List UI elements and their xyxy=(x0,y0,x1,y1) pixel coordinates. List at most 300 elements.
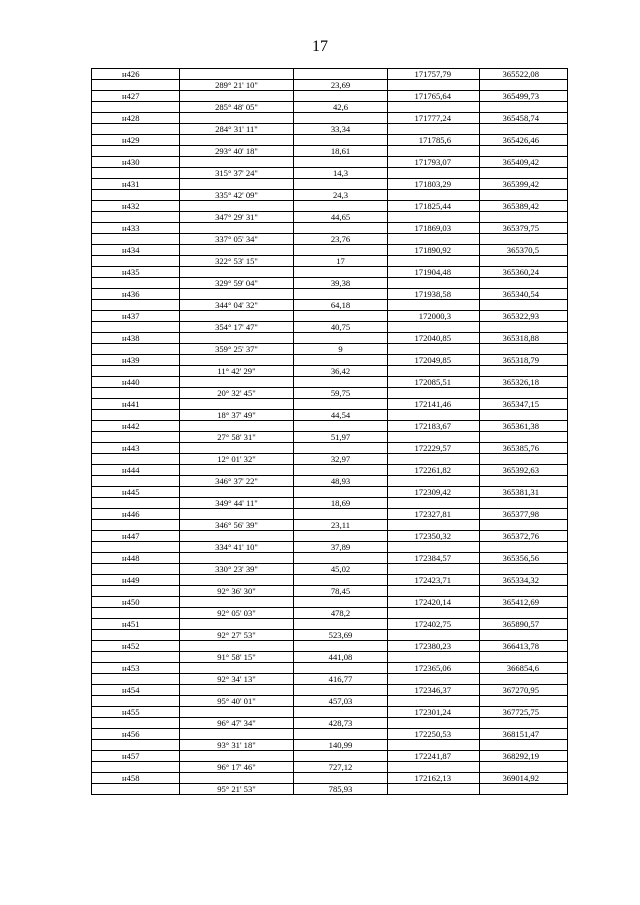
coordinates-table-body xyxy=(92,69,568,795)
y-coordinate-cell xyxy=(480,432,568,443)
direction-angle-cell xyxy=(180,69,294,80)
y-coordinate-cell: 365370,5 xyxy=(480,245,568,256)
point-row xyxy=(92,333,568,344)
point-label-cell: н448 xyxy=(92,553,180,564)
x-coordinate-cell xyxy=(388,212,480,223)
distance-cell: 18,61 xyxy=(294,146,388,157)
segment-row xyxy=(92,366,568,377)
direction-angle-cell xyxy=(180,575,294,586)
point-label-cell: н434 xyxy=(92,245,180,256)
direction-angle-cell xyxy=(180,509,294,520)
segment-row xyxy=(92,278,568,289)
point-label-cell: н452 xyxy=(92,641,180,652)
segment-row xyxy=(92,784,568,795)
segment-row xyxy=(92,212,568,223)
distance-cell: 44,65 xyxy=(294,212,388,223)
point-label-cell xyxy=(92,102,180,113)
distance-cell: 32,97 xyxy=(294,454,388,465)
direction-angle-cell: 92° 27' 53" xyxy=(180,630,294,641)
point-label-cell xyxy=(92,168,180,179)
x-coordinate-cell xyxy=(388,322,480,333)
y-coordinate-cell: 365426,46 xyxy=(480,135,568,146)
segment-row xyxy=(92,388,568,399)
distance-cell: 45,02 xyxy=(294,564,388,575)
y-coordinate-cell: 365318,88 xyxy=(480,333,568,344)
point-label-cell xyxy=(92,762,180,773)
distance-cell xyxy=(294,465,388,476)
point-label-cell xyxy=(92,586,180,597)
x-coordinate-cell: 171777,24 xyxy=(388,113,480,124)
direction-angle-cell xyxy=(180,179,294,190)
point-label-cell: н427 xyxy=(92,91,180,102)
direction-angle-cell: 347° 29' 31" xyxy=(180,212,294,223)
segment-row xyxy=(92,410,568,421)
segment-row xyxy=(92,454,568,465)
y-coordinate-cell xyxy=(480,168,568,179)
y-coordinate-cell xyxy=(480,212,568,223)
direction-angle-cell: 329° 59' 04" xyxy=(180,278,294,289)
direction-angle-cell: 95° 21' 53" xyxy=(180,784,294,795)
point-label-cell: н432 xyxy=(92,201,180,212)
direction-angle-cell: 284° 31' 11" xyxy=(180,124,294,135)
direction-angle-cell xyxy=(180,685,294,696)
x-coordinate-cell xyxy=(388,740,480,751)
x-coordinate-cell xyxy=(388,300,480,311)
direction-angle-cell xyxy=(180,487,294,498)
point-row xyxy=(92,223,568,234)
point-label-cell: н436 xyxy=(92,289,180,300)
y-coordinate-cell: 365326,18 xyxy=(480,377,568,388)
segment-row xyxy=(92,564,568,575)
y-coordinate-cell: 365890,57 xyxy=(480,619,568,630)
point-label-cell: н449 xyxy=(92,575,180,586)
distance-cell xyxy=(294,201,388,212)
x-coordinate-cell: 172241,87 xyxy=(388,751,480,762)
direction-angle-cell xyxy=(180,355,294,366)
page-number: 17 xyxy=(312,38,328,55)
y-coordinate-cell: 365409,42 xyxy=(480,157,568,168)
segment-row xyxy=(92,674,568,685)
point-row xyxy=(92,685,568,696)
direction-angle-cell xyxy=(180,377,294,388)
point-label-cell xyxy=(92,300,180,311)
direction-angle-cell xyxy=(180,553,294,564)
segment-row xyxy=(92,652,568,663)
x-coordinate-cell xyxy=(388,234,480,245)
point-label-cell: н457 xyxy=(92,751,180,762)
distance-cell: 39,38 xyxy=(294,278,388,289)
point-row xyxy=(92,575,568,586)
distance-cell xyxy=(294,267,388,278)
distance-cell xyxy=(294,377,388,388)
direction-angle-cell: 322° 53' 15" xyxy=(180,256,294,267)
x-coordinate-cell xyxy=(388,168,480,179)
y-coordinate-cell xyxy=(480,740,568,751)
y-coordinate-cell: 366854,6 xyxy=(480,663,568,674)
distance-cell: 44,54 xyxy=(294,410,388,421)
y-coordinate-cell: 365385,76 xyxy=(480,443,568,454)
y-coordinate-cell xyxy=(480,256,568,267)
direction-angle-cell: 20° 32' 45" xyxy=(180,388,294,399)
x-coordinate-cell: 171765,64 xyxy=(388,91,480,102)
point-label-cell: н429 xyxy=(92,135,180,146)
segment-row xyxy=(92,234,568,245)
segment-row xyxy=(92,256,568,267)
y-coordinate-cell xyxy=(480,234,568,245)
segment-row xyxy=(92,762,568,773)
point-row xyxy=(92,421,568,432)
distance-cell xyxy=(294,751,388,762)
segment-row xyxy=(92,80,568,91)
distance-cell xyxy=(294,553,388,564)
distance-cell: 23,11 xyxy=(294,520,388,531)
y-coordinate-cell xyxy=(480,520,568,531)
point-label-cell: н441 xyxy=(92,399,180,410)
distance-cell: 441,08 xyxy=(294,652,388,663)
x-coordinate-cell: 171757,79 xyxy=(388,69,480,80)
y-coordinate-cell xyxy=(480,102,568,113)
point-label-cell xyxy=(92,388,180,399)
x-coordinate-cell: 172229,57 xyxy=(388,443,480,454)
point-label-cell: н430 xyxy=(92,157,180,168)
distance-cell: 14,3 xyxy=(294,168,388,179)
direction-angle-cell xyxy=(180,707,294,718)
point-label-cell: н454 xyxy=(92,685,180,696)
point-row xyxy=(92,399,568,410)
x-coordinate-cell xyxy=(388,784,480,795)
point-row xyxy=(92,465,568,476)
point-row xyxy=(92,663,568,674)
distance-cell xyxy=(294,289,388,300)
x-coordinate-cell xyxy=(388,630,480,641)
point-row xyxy=(92,267,568,278)
segment-row xyxy=(92,344,568,355)
point-row xyxy=(92,619,568,630)
distance-cell: 9 xyxy=(294,344,388,355)
direction-angle-cell: 344° 04' 32" xyxy=(180,300,294,311)
distance-cell: 457,03 xyxy=(294,696,388,707)
direction-angle-cell xyxy=(180,113,294,124)
direction-angle-cell: 285° 48' 05" xyxy=(180,102,294,113)
direction-angle-cell xyxy=(180,157,294,168)
y-coordinate-cell xyxy=(480,366,568,377)
direction-angle-cell xyxy=(180,311,294,322)
point-label-cell xyxy=(92,322,180,333)
point-row xyxy=(92,113,568,124)
x-coordinate-cell xyxy=(388,344,480,355)
x-coordinate-cell: 172261,82 xyxy=(388,465,480,476)
y-coordinate-cell: 365372,76 xyxy=(480,531,568,542)
x-coordinate-cell xyxy=(388,102,480,113)
point-label-cell: н458 xyxy=(92,773,180,784)
distance-cell: 51,97 xyxy=(294,432,388,443)
y-coordinate-cell: 366413,78 xyxy=(480,641,568,652)
x-coordinate-cell xyxy=(388,124,480,135)
point-label-cell xyxy=(92,498,180,509)
x-coordinate-cell: 172350,32 xyxy=(388,531,480,542)
y-coordinate-cell: 365318,79 xyxy=(480,355,568,366)
segment-row xyxy=(92,476,568,487)
point-label-cell xyxy=(92,476,180,487)
x-coordinate-cell xyxy=(388,608,480,619)
direction-angle-cell: 92° 34' 13" xyxy=(180,674,294,685)
x-coordinate-cell: 172085,51 xyxy=(388,377,480,388)
x-coordinate-cell xyxy=(388,674,480,685)
direction-angle-cell: 346° 56' 39" xyxy=(180,520,294,531)
point-label-cell: н442 xyxy=(92,421,180,432)
direction-angle-cell: 354° 17' 47" xyxy=(180,322,294,333)
point-label-cell: н450 xyxy=(92,597,180,608)
direction-angle-cell: 11° 42' 29" xyxy=(180,366,294,377)
point-row xyxy=(92,135,568,146)
point-label-cell: н445 xyxy=(92,487,180,498)
point-label-cell xyxy=(92,410,180,421)
x-coordinate-cell xyxy=(388,80,480,91)
direction-angle-cell: 91° 58' 15" xyxy=(180,652,294,663)
distance-cell xyxy=(294,443,388,454)
x-coordinate-cell xyxy=(388,520,480,531)
direction-angle-cell: 346° 37' 22" xyxy=(180,476,294,487)
distance-cell: 416,77 xyxy=(294,674,388,685)
distance-cell xyxy=(294,619,388,630)
point-label-cell: н447 xyxy=(92,531,180,542)
distance-cell: 33,34 xyxy=(294,124,388,135)
y-coordinate-cell xyxy=(480,300,568,311)
y-coordinate-cell: 365340,54 xyxy=(480,289,568,300)
direction-angle-cell: 293° 40' 18" xyxy=(180,146,294,157)
distance-cell: 78,45 xyxy=(294,586,388,597)
y-coordinate-cell: 365377,98 xyxy=(480,509,568,520)
distance-cell: 17 xyxy=(294,256,388,267)
y-coordinate-cell xyxy=(480,322,568,333)
x-coordinate-cell: 172327,81 xyxy=(388,509,480,520)
direction-angle-cell xyxy=(180,135,294,146)
x-coordinate-cell xyxy=(388,366,480,377)
distance-cell: 140,99 xyxy=(294,740,388,751)
segment-row xyxy=(92,608,568,619)
y-coordinate-cell xyxy=(480,388,568,399)
y-coordinate-cell: 365399,42 xyxy=(480,179,568,190)
y-coordinate-cell: 365361,38 xyxy=(480,421,568,432)
point-label-cell: н437 xyxy=(92,311,180,322)
distance-cell xyxy=(294,509,388,520)
point-row xyxy=(92,509,568,520)
x-coordinate-cell xyxy=(388,718,480,729)
point-row xyxy=(92,751,568,762)
point-label-cell: н443 xyxy=(92,443,180,454)
x-coordinate-cell xyxy=(388,432,480,443)
point-label-cell: н435 xyxy=(92,267,180,278)
distance-cell xyxy=(294,707,388,718)
direction-angle-cell xyxy=(180,245,294,256)
point-row xyxy=(92,179,568,190)
point-row xyxy=(92,201,568,212)
y-coordinate-cell: 367725,75 xyxy=(480,707,568,718)
point-label-cell xyxy=(92,652,180,663)
x-coordinate-cell xyxy=(388,454,480,465)
point-row xyxy=(92,553,568,564)
point-label-cell xyxy=(92,630,180,641)
y-coordinate-cell: 365322,93 xyxy=(480,311,568,322)
y-coordinate-cell xyxy=(480,542,568,553)
distance-cell xyxy=(294,113,388,124)
segment-row xyxy=(92,740,568,751)
distance-cell: 523,69 xyxy=(294,630,388,641)
direction-angle-cell: 18° 37' 49" xyxy=(180,410,294,421)
point-label-cell xyxy=(92,520,180,531)
point-label-cell: н444 xyxy=(92,465,180,476)
segment-row xyxy=(92,190,568,201)
point-label-cell xyxy=(92,234,180,245)
x-coordinate-cell: 172380,23 xyxy=(388,641,480,652)
x-coordinate-cell: 172250,53 xyxy=(388,729,480,740)
distance-cell xyxy=(294,575,388,586)
y-coordinate-cell xyxy=(480,718,568,729)
direction-angle-cell: 12° 01' 32" xyxy=(180,454,294,465)
point-row xyxy=(92,773,568,784)
y-coordinate-cell: 369014,92 xyxy=(480,773,568,784)
x-coordinate-cell: 172423,71 xyxy=(388,575,480,586)
distance-cell xyxy=(294,773,388,784)
direction-angle-cell xyxy=(180,267,294,278)
point-label-cell: н456 xyxy=(92,729,180,740)
segment-row xyxy=(92,168,568,179)
direction-angle-cell: 349° 44' 11" xyxy=(180,498,294,509)
distance-cell: 59,75 xyxy=(294,388,388,399)
direction-angle-cell: 95° 40' 01" xyxy=(180,696,294,707)
distance-cell xyxy=(294,245,388,256)
segment-row xyxy=(92,630,568,641)
x-coordinate-cell: 172040,85 xyxy=(388,333,480,344)
y-coordinate-cell: 368292,19 xyxy=(480,751,568,762)
distance-cell xyxy=(294,69,388,80)
direction-angle-cell xyxy=(180,91,294,102)
point-label-cell xyxy=(92,344,180,355)
direction-angle-cell: 96° 47' 34" xyxy=(180,718,294,729)
y-coordinate-cell xyxy=(480,674,568,685)
direction-angle-cell xyxy=(180,773,294,784)
x-coordinate-cell xyxy=(388,278,480,289)
point-row xyxy=(92,641,568,652)
y-coordinate-cell xyxy=(480,564,568,575)
direction-angle-cell xyxy=(180,531,294,542)
segment-row xyxy=(92,432,568,443)
point-label-cell: н451 xyxy=(92,619,180,630)
direction-angle-cell: 335° 42' 09" xyxy=(180,190,294,201)
x-coordinate-cell xyxy=(388,388,480,399)
point-label-cell: н438 xyxy=(92,333,180,344)
y-coordinate-cell xyxy=(480,696,568,707)
direction-angle-cell: 334° 41' 10" xyxy=(180,542,294,553)
point-label-cell xyxy=(92,608,180,619)
y-coordinate-cell xyxy=(480,476,568,487)
distance-cell xyxy=(294,157,388,168)
y-coordinate-cell: 365356,56 xyxy=(480,553,568,564)
x-coordinate-cell: 171890,92 xyxy=(388,245,480,256)
x-coordinate-cell xyxy=(388,190,480,201)
distance-cell: 478,2 xyxy=(294,608,388,619)
segment-row xyxy=(92,696,568,707)
direction-angle-cell xyxy=(180,399,294,410)
x-coordinate-cell: 172309,42 xyxy=(388,487,480,498)
x-coordinate-cell xyxy=(388,476,480,487)
distance-cell: 428,73 xyxy=(294,718,388,729)
point-row xyxy=(92,531,568,542)
y-coordinate-cell: 365522,08 xyxy=(480,69,568,80)
segment-row xyxy=(92,102,568,113)
direction-angle-cell xyxy=(180,597,294,608)
distance-cell: 24,3 xyxy=(294,190,388,201)
distance-cell xyxy=(294,685,388,696)
distance-cell: 23,76 xyxy=(294,234,388,245)
direction-angle-cell: 27° 58' 31" xyxy=(180,432,294,443)
point-label-cell: н428 xyxy=(92,113,180,124)
distance-cell xyxy=(294,179,388,190)
direction-angle-cell: 315° 37' 24" xyxy=(180,168,294,179)
point-row xyxy=(92,443,568,454)
x-coordinate-cell: 171803,29 xyxy=(388,179,480,190)
x-coordinate-cell: 171785,6 xyxy=(388,135,480,146)
y-coordinate-cell: 365334,32 xyxy=(480,575,568,586)
distance-cell: 727,12 xyxy=(294,762,388,773)
y-coordinate-cell: 367270,95 xyxy=(480,685,568,696)
y-coordinate-cell xyxy=(480,784,568,795)
y-coordinate-cell xyxy=(480,278,568,289)
x-coordinate-cell: 172183,67 xyxy=(388,421,480,432)
distance-cell xyxy=(294,597,388,608)
x-coordinate-cell: 172000,3 xyxy=(388,311,480,322)
point-row xyxy=(92,707,568,718)
x-coordinate-cell: 171938,58 xyxy=(388,289,480,300)
segment-row xyxy=(92,718,568,729)
x-coordinate-cell xyxy=(388,586,480,597)
distance-cell xyxy=(294,421,388,432)
point-label-cell: н426 xyxy=(92,69,180,80)
distance-cell xyxy=(294,223,388,234)
distance-cell: 42,6 xyxy=(294,102,388,113)
x-coordinate-cell: 172365,06 xyxy=(388,663,480,674)
point-row xyxy=(92,377,568,388)
y-coordinate-cell xyxy=(480,410,568,421)
x-coordinate-cell: 171793,07 xyxy=(388,157,480,168)
distance-cell xyxy=(294,729,388,740)
y-coordinate-cell xyxy=(480,652,568,663)
direction-angle-cell xyxy=(180,223,294,234)
distance-cell xyxy=(294,135,388,146)
direction-angle-cell: 330° 23' 39" xyxy=(180,564,294,575)
y-coordinate-cell: 368151,47 xyxy=(480,729,568,740)
x-coordinate-cell: 172402,75 xyxy=(388,619,480,630)
y-coordinate-cell: 365389,42 xyxy=(480,201,568,212)
segment-row xyxy=(92,586,568,597)
point-label-cell xyxy=(92,432,180,443)
segment-row xyxy=(92,542,568,553)
y-coordinate-cell: 365360,24 xyxy=(480,267,568,278)
distance-cell: 40,75 xyxy=(294,322,388,333)
x-coordinate-cell xyxy=(388,542,480,553)
point-row xyxy=(92,729,568,740)
direction-angle-cell xyxy=(180,729,294,740)
x-coordinate-cell: 171869,03 xyxy=(388,223,480,234)
point-label-cell: н431 xyxy=(92,179,180,190)
direction-angle-cell xyxy=(180,333,294,344)
point-label-cell: н440 xyxy=(92,377,180,388)
y-coordinate-cell: 365458,74 xyxy=(480,113,568,124)
point-label-cell xyxy=(92,542,180,553)
distance-cell xyxy=(294,399,388,410)
point-label-cell xyxy=(92,80,180,91)
point-label-cell: н446 xyxy=(92,509,180,520)
